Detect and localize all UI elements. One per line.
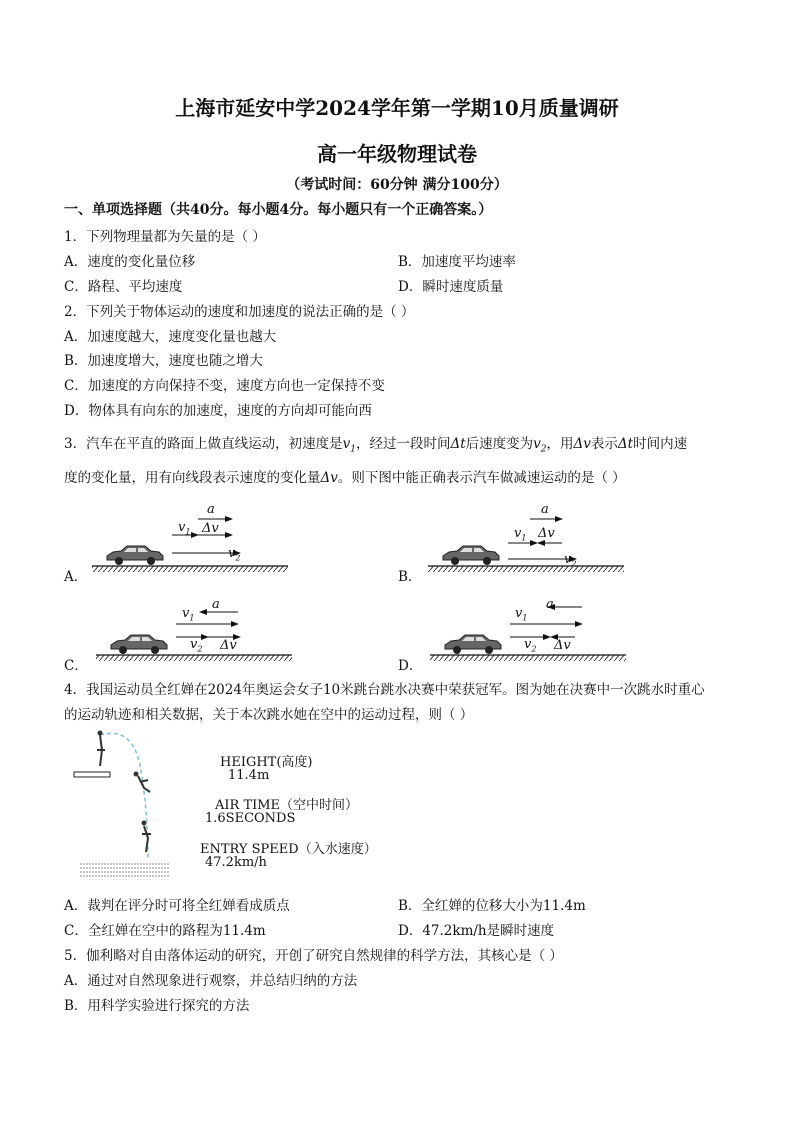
label-v2: $v_2$	[564, 552, 577, 569]
q5-option-b: B．用科学实验进行探究的方法	[64, 998, 250, 1014]
exam-time-note: （考试时间：60分钟 满分100分）	[286, 177, 508, 193]
q3-option-b-label: B．	[398, 569, 422, 585]
symbol-delta-t: Δt	[617, 436, 634, 452]
label-a: a	[207, 502, 215, 517]
q2-stem: 2．下列关于物体运动的速度和加速度的说法正确的是（ ）	[64, 304, 415, 320]
exam-title: 上海市延安中学2024学年第一学期10月质量调研	[175, 96, 619, 120]
q1-stem: 1．下列物理量都为矢量的是（ ）	[64, 229, 266, 245]
label-v2: $v_2$	[228, 546, 241, 563]
label-a: a	[212, 597, 220, 612]
q2-option-d: D．物体具有向东的加速度，速度的方向却可能向西	[64, 403, 372, 419]
q1-option-b: B．加速度平均速率	[398, 254, 516, 270]
label-v1: $v_1$	[514, 526, 527, 543]
q4-option-a: A．裁判在评分时可将全红婵看成质点	[64, 898, 290, 914]
entry-speed-label: ENTRY SPEED（入水速度）	[200, 842, 377, 857]
label-a: a	[546, 597, 554, 612]
q3-option-d-label: D．	[398, 658, 423, 674]
q3-stem-line2: 度的变化量，用有向线段表示速度的变化量Δv。则下图中能正确表示汽车做减速运动的是（ ）	[64, 470, 626, 486]
label-v1: $v_1$	[178, 520, 191, 537]
q3-option-a-label: A．	[64, 569, 88, 585]
air-time-label: AIR TIME（空中时间）	[215, 798, 359, 813]
section-heading: 一、单项选择题（共40分。每小题4分。每小题只有一个正确答案。）	[64, 202, 493, 218]
air-time-value: 1.6SECONDS	[205, 811, 296, 826]
label-v1: $v_1$	[182, 606, 195, 623]
q3-option-c-label: C．	[64, 658, 88, 674]
q4-option-c: C．全红婵在空中的路程为11.4m	[64, 923, 266, 939]
q2-option-a: A．加速度越大，速度变化量也越大	[64, 329, 277, 345]
q4-diving-figure	[70, 730, 180, 882]
q1-option-c: C．路程、平均速度	[64, 279, 183, 295]
entry-speed-value: 47.2km/h	[205, 855, 267, 870]
symbol-delta-v: Δv	[320, 470, 338, 486]
exam-subtitle: 高一年级物理试卷	[317, 142, 477, 166]
q1-option-d: D．瞬时速度质量	[398, 279, 504, 295]
q4-option-d: D．47.2km/h是瞬时速度	[398, 923, 555, 939]
height-value: 11.4m	[228, 768, 270, 783]
label-delta-v: Δv	[554, 638, 571, 653]
symbol-delta-v: Δv	[573, 436, 591, 452]
symbol-v2: $v_2$	[533, 436, 547, 455]
q2-option-c: C．加速度的方向保持不变，速度方向也一定保持不变	[64, 378, 385, 394]
symbol-delta-t: Δt	[450, 436, 466, 452]
q5-option-a: A．通过对自然现象进行观察，并总结归纳的方法	[64, 973, 358, 989]
q4-stem-line1: 4．我国运动员全红婵在2024年奥运会女子10米跳台跳水决赛中荣获冠军。图为她在决赛中一次跳水时重心	[64, 682, 705, 698]
q4-option-b: B．全红婵的位移大小为11.4m	[398, 898, 586, 914]
symbol-v1: $v_1$	[342, 436, 356, 455]
q3-stem-line1: 3．汽车在平直的路面上做直线运动，初速度是$v_1$，经过一段时间Δt后速度变为$v_2$，用Δv表示Δt时间内速	[64, 436, 688, 455]
label-v1: $v_1$	[515, 606, 528, 623]
height-label: HEIGHT(高度)	[220, 755, 313, 770]
q2-option-b: B．加速度增大，速度也随之增大	[64, 353, 263, 369]
label-a: a	[541, 502, 549, 517]
q5-stem: 5．伽利略对自由落体运动的研究，开创了研究自然规律的科学方法，其核心是（ ）	[64, 948, 563, 964]
label-delta-v: Δv	[202, 521, 219, 536]
label-delta-v: Δv	[220, 638, 237, 653]
label-delta-v: Δv	[538, 526, 555, 541]
label-v2: $v_2$	[524, 637, 537, 654]
q1-option-a: A．速度的变化量位移	[64, 254, 196, 270]
q4-stem-line2: 的运动轨迹和相关数据，关于本次跳水她在空中的运动过程，则（ ）	[64, 707, 474, 723]
label-v2: $v_2$	[190, 637, 203, 654]
